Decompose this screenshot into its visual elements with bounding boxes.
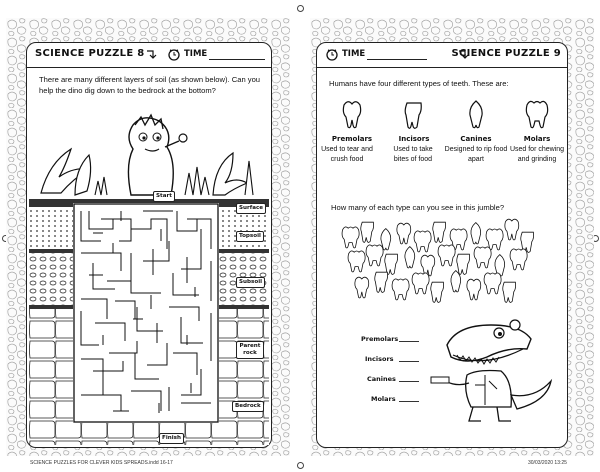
tooth-name-incisors: Incisors xyxy=(398,135,430,143)
canine-tooth-icon xyxy=(495,255,505,276)
puzzle-9-panel xyxy=(316,42,568,448)
registration-mark-top xyxy=(297,5,304,12)
answer-label-premolars: Premolars xyxy=(361,335,399,343)
molar-tooth-icon xyxy=(484,273,501,294)
incisor-tooth-icon xyxy=(361,222,374,242)
premolar-tooth-icon xyxy=(467,279,481,300)
layer-label-bedrock: Bedrock xyxy=(232,401,264,412)
molar-tooth-icon xyxy=(414,231,431,252)
print-slug-right: 30/03/2020 13:25 xyxy=(528,460,567,466)
puzzle-8-header xyxy=(27,43,271,68)
molar-tooth-icon xyxy=(342,227,359,248)
tooth-desc-molars: Used for chewing and grinding xyxy=(509,146,565,163)
answer-line-premolars[interactable] xyxy=(399,341,419,342)
time-answer-line[interactable] xyxy=(367,59,427,60)
puzzle-8-panel xyxy=(26,42,272,448)
tooth-desc-canines: Designed to rip food apart xyxy=(444,146,508,163)
premolar-tooth-icon xyxy=(397,223,411,244)
layer-label-subsoil: Subsoil xyxy=(236,277,265,288)
trex-dentist-illustration xyxy=(427,315,559,427)
maze[interactable] xyxy=(73,203,219,423)
layer-label-surface: Surface xyxy=(236,203,266,214)
premolar-tooth-icon xyxy=(355,277,369,298)
tooth-name-molars: Molars xyxy=(523,135,551,143)
premolar-tooth-icon xyxy=(421,255,435,276)
tooth-name-canines: Canines xyxy=(460,135,492,143)
tooth-desc-premolars: Used to tear and crush food xyxy=(321,146,373,163)
clock-icon xyxy=(167,47,181,61)
left-page xyxy=(6,18,290,456)
incisor-tooth-icon xyxy=(385,254,398,274)
incisor-tooth-icon xyxy=(431,282,444,302)
canine-tooth-icon xyxy=(471,223,481,244)
incisor-tooth-icon xyxy=(457,254,470,274)
molar-tooth-icon xyxy=(486,229,503,250)
molar-tooth-icon xyxy=(366,245,383,266)
molar-tooth-icon xyxy=(525,99,549,129)
premolar-tooth-icon xyxy=(341,99,363,129)
right-page xyxy=(310,18,594,456)
teeth-jumble xyxy=(341,217,541,313)
answer-line-canines[interactable] xyxy=(399,381,419,382)
answer-line-incisors[interactable] xyxy=(399,361,419,362)
time-label: TIME xyxy=(184,49,208,59)
molar-tooth-icon xyxy=(412,273,429,294)
maze-start-label: Start xyxy=(153,191,175,202)
puzzle-9-intro: Humans have four different types of teeth. These are: xyxy=(329,79,509,88)
print-slug-left: SCIENCE PUZZLES FOR CLEVER KIDS SPREADS.indd 16-17 xyxy=(30,460,173,466)
tooth-name-premolars: Premolars xyxy=(331,135,373,143)
tooth-desc-incisors: Used to take bites of food xyxy=(393,146,433,163)
maze-finish-label: Finish xyxy=(159,433,184,444)
molar-tooth-icon xyxy=(348,251,365,272)
incisor-tooth-icon xyxy=(503,282,516,302)
down-arrow-icon xyxy=(145,49,157,61)
answer-line-molars[interactable] xyxy=(399,401,419,402)
puzzle-9-header xyxy=(317,43,567,68)
incisor-tooth-icon xyxy=(403,99,425,129)
answer-label-incisors: Incisors xyxy=(365,355,394,363)
canine-tooth-icon xyxy=(465,99,487,129)
incisor-tooth-icon xyxy=(433,222,446,242)
puzzle-8-title: SCIENCE PUZZLE 8 xyxy=(35,48,145,59)
time-label: TIME xyxy=(342,49,366,59)
molar-tooth-icon xyxy=(392,279,409,300)
dino-scene xyxy=(35,103,263,199)
layer-label-parent-rock: Parent rock xyxy=(236,341,264,359)
time-answer-line[interactable] xyxy=(209,59,265,60)
premolar-tooth-icon xyxy=(505,219,519,240)
clock-icon xyxy=(325,47,339,61)
molar-tooth-icon xyxy=(438,245,455,266)
registration-mark-bottom xyxy=(297,462,304,469)
molar-tooth-icon xyxy=(474,247,491,268)
answer-label-molars: Molars xyxy=(371,395,396,403)
layer-label-topsoil: Topsoil xyxy=(236,231,264,242)
incisor-tooth-icon xyxy=(375,272,388,292)
puzzle-9-title: SCIENCE PUZZLE 9 xyxy=(451,48,561,59)
canine-tooth-icon xyxy=(405,247,415,268)
molar-tooth-icon xyxy=(510,249,527,270)
answer-label-canines: Canines xyxy=(367,375,396,383)
jumble-question: How many of each type can you see in this jumble? xyxy=(331,203,505,212)
puzzle-8-intro: There are many different layers of soil (as shown below). Can you help the dino dig down to the bedrock at the bottom? xyxy=(39,75,261,95)
